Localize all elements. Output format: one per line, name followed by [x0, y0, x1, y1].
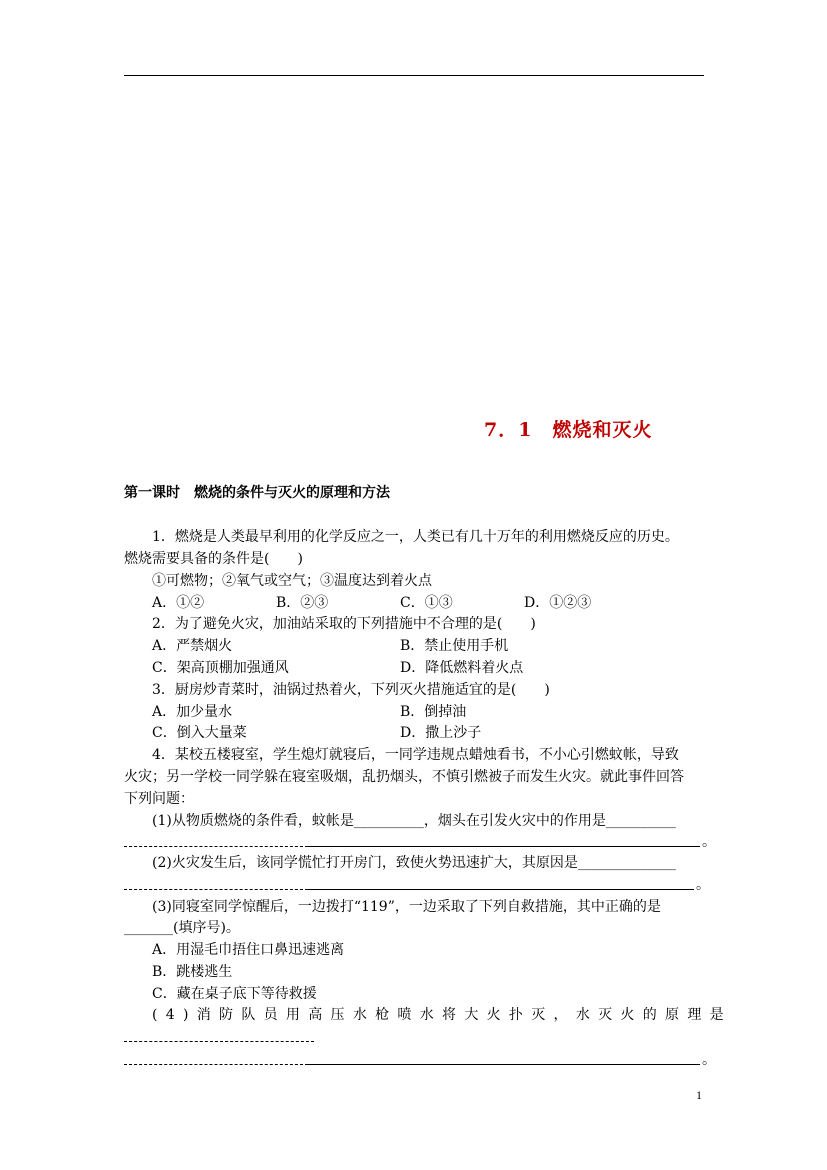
page-number: 1 [696, 1088, 702, 1102]
period: 。 [696, 877, 710, 893]
answer-line [308, 846, 700, 847]
q4-part1: (1)从物质燃烧的条件看，蚊帐是__________，烟头在引发火灾中的作用是__________ [152, 813, 676, 829]
q1-stem-line2: 燃烧需要具备的条件是( ) [124, 551, 303, 567]
q4-part3-option-b: B．跳楼逃生 [152, 964, 233, 980]
q4-stem-line3: 下列问题： [124, 791, 194, 807]
lesson-subtitle: 第一课时 燃烧的条件与灭火的原理和方法 [124, 485, 390, 501]
q4-part3-option-c: C．藏在桌子底下等待救援 [152, 986, 317, 1002]
answer-line [308, 1064, 700, 1065]
q4-part3-line2: _______(填序号)。 [124, 920, 240, 936]
q4-stem-line2: 火灾；另一学校一同学躲在寝室吸烟，乱扔烟头，不慎引燃被子而发生火灾。就此事件回答 [124, 769, 684, 785]
q4-part3-line1: (3)同寝室同学惊醒后，一边拨打“119”，一边采取了下列自救措施，其中正确的是 [152, 899, 661, 915]
answer-blank [124, 1041, 314, 1042]
q3-option-c: C．倒入大量菜 [152, 725, 247, 741]
q1-conditions: ①可燃物；②氧气或空气；③温度达到着火点 [152, 573, 432, 589]
answer-blank [124, 846, 308, 847]
q4-stem-line1: 4．某校五楼寝室，学生熄灯就寝后，一同学违规点蜡烛看书，不小心引燃蚊帐，导致 [152, 747, 679, 763]
period: 。 [702, 1052, 716, 1068]
header-rule [124, 75, 704, 76]
q4-part2: (2)火灾发生后，该同学慌忙打开房门，致使火势迅速扩大，其原因是______________ [152, 855, 676, 871]
q4-part3-option-a: A．用湿毛巾捂住口鼻迅速逃离 [152, 942, 345, 958]
answer-blank [124, 889, 308, 890]
answer-line [308, 889, 694, 890]
q1-option-b: B．②③ [276, 595, 329, 611]
q2-option-b: B．禁止使用手机 [400, 638, 509, 654]
q1-option-d: D．①②③ [524, 595, 592, 611]
q3-option-d: D．撒上沙子 [400, 725, 482, 741]
q2-option-d: D．降低燃料着火点 [400, 660, 524, 676]
q3-option-a: A．加少量水 [152, 704, 233, 720]
q4-part4: (4)消防队员用高压水枪喷水将大火扑灭，水灭火的原理是 [152, 1007, 732, 1023]
q1-option-c: C．①③ [400, 595, 453, 611]
q1-option-a: A．①② [152, 595, 205, 611]
q3-stem: 3．厨房炒青菜时，油锅过热着火，下列灭火措施适宜的是( ) [152, 682, 550, 698]
page-title: 7．1 燃烧和灭火 [484, 419, 653, 441]
q1-stem-line1: 1．燃烧是人类最早利用的化学反应之一，人类已有几十万年的利用燃烧反应的历史。 [152, 529, 679, 545]
q2-option-a: A．严禁烟火 [152, 638, 233, 654]
answer-blank [124, 1064, 308, 1065]
q2-stem: 2．为了避免火灾，加油站采取的下列措施中不合理的是( ) [152, 616, 536, 632]
q2-option-c: C．架高顶棚加强通风 [152, 660, 289, 676]
period: 。 [702, 834, 716, 850]
q3-option-b: B．倒掉油 [400, 704, 467, 720]
